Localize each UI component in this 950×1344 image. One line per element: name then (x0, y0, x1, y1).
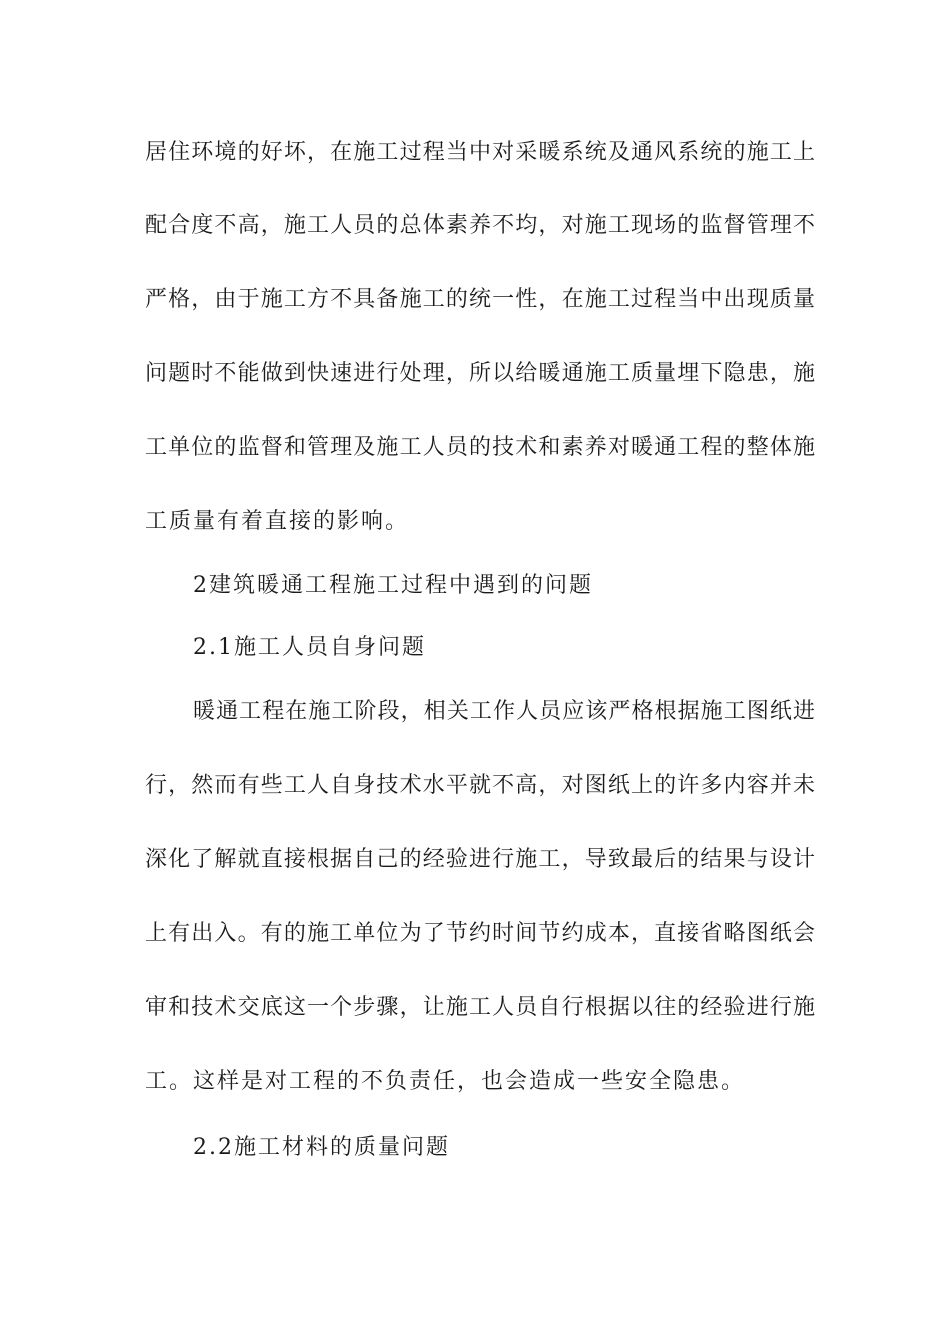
paragraph-2-line-5: 审和技术交底这一个步骤，让施工人员自行根据以往的经验进行施 (145, 995, 815, 1020)
paragraph-2-line-3: 深化了解就直接根据自己的经验进行施工，导致最后的结果与设计 (145, 847, 815, 872)
subsection-heading-2-2: 2.2施工材料的质量问题 (193, 1135, 450, 1160)
subsection-heading-2-1: 2.1施工人员自身问题 (193, 635, 426, 660)
paragraph-1-line-6: 工质量有着直接的影响。 (145, 509, 410, 534)
paragraph-2-line-6: 工。这样是对工程的不负责任，也会造成一些安全隐患。 (145, 1069, 746, 1094)
paragraph-2-line-1: 暖通工程在施工阶段，相关工作人员应该严格根据施工图纸进 (193, 699, 815, 724)
section-heading-2: 2建筑暖通工程施工过程中遇到的问题 (193, 573, 593, 598)
paragraph-1-line-5: 工单位的监督和管理及施工人员的技术和素养对暖通工程的整体施 (145, 435, 815, 460)
paragraph-1-line-1: 居住环境的好坏，在施工过程当中对采暖系统及通风系统的施工上 (145, 140, 815, 165)
paragraph-2-line-4: 上有出入。有的施工单位为了节约时间节约成本，直接省略图纸会 (145, 921, 815, 946)
paragraph-2-line-2: 行，然而有些工人自身技术水平就不高，对图纸上的许多内容并未 (145, 773, 815, 798)
paragraph-1-line-4: 问题时不能做到快速进行处理，所以给暖通施工质量埋下隐患，施 (145, 361, 815, 386)
paragraph-1-line-3: 严格，由于施工方不具备施工的统一性，在施工过程当中出现质量 (145, 287, 815, 312)
paragraph-1-line-2: 配合度不高，施工人员的总体素养不均，对施工现场的监督管理不 (145, 213, 815, 238)
